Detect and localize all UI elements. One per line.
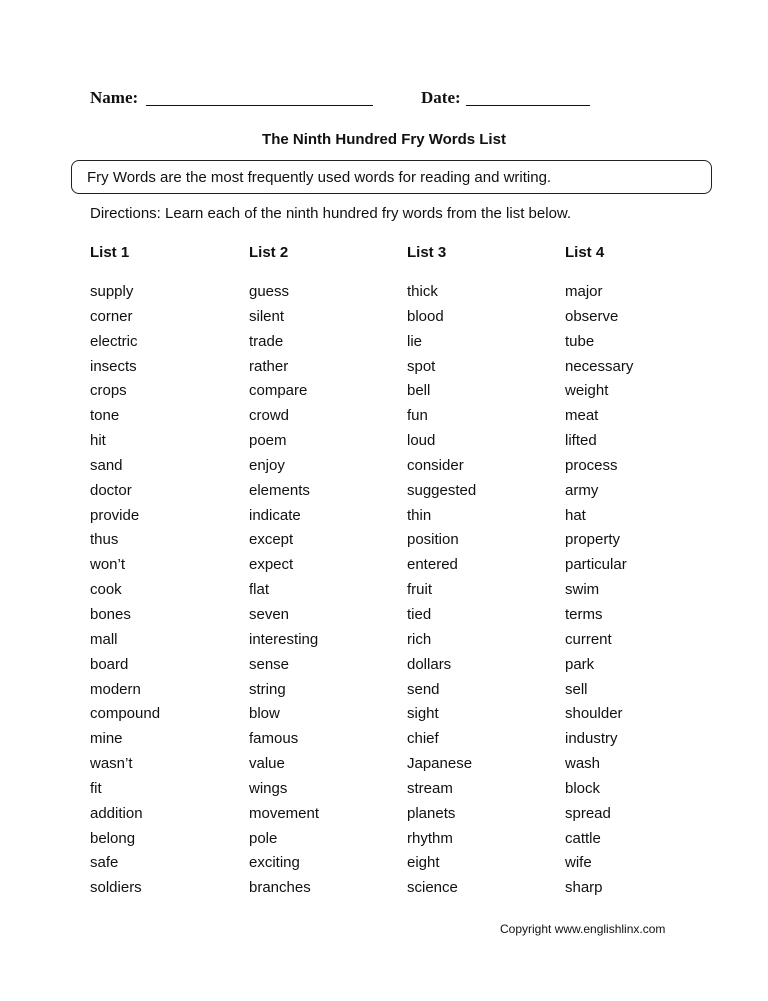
date-field-line[interactable] [466, 105, 590, 106]
list-item: guess [249, 283, 290, 300]
list-item: cattle [565, 829, 601, 847]
date-label: Date: [421, 88, 461, 107]
list-item: fruit [407, 581, 433, 599]
list-item: blood [407, 307, 444, 325]
list-item: fun [407, 407, 428, 425]
list-item: pole [249, 829, 278, 847]
list-item: expect [249, 556, 294, 574]
list-item: tied [407, 605, 432, 623]
list-item: interesting [249, 630, 319, 648]
list-item: entered [407, 556, 458, 574]
list-item: process [565, 456, 618, 474]
list-item: rather [249, 357, 289, 375]
list-item: mine [90, 730, 123, 748]
list-item: thin [407, 506, 432, 524]
list-header: List 3 [407, 244, 447, 261]
list-item: loud [407, 432, 436, 450]
word-list-2 [249, 243, 319, 901]
list-item: Japanese [407, 755, 473, 773]
list-item: chief [407, 730, 439, 748]
word-list-1 [90, 243, 160, 901]
list-item: dollars [407, 655, 452, 673]
list-item: exciting [249, 854, 300, 872]
list-item: wash [565, 755, 601, 773]
list-item: wings [249, 779, 288, 797]
list-item: belong [90, 829, 136, 847]
word-list-3 [407, 243, 476, 901]
list-item: property [565, 531, 621, 549]
list-item: enjoy [249, 456, 285, 474]
list-item: branches [249, 879, 311, 897]
list-item: science [407, 879, 458, 897]
list-item: terms [565, 605, 603, 623]
list-item: flat [249, 581, 270, 599]
list-item: sight [407, 705, 439, 723]
list-item: poem [249, 432, 287, 450]
list-item: sand [90, 456, 123, 474]
list-item: position [407, 531, 459, 549]
list-item: won’t [90, 556, 126, 574]
list-item: major [565, 283, 603, 300]
list-header: List 2 [249, 244, 289, 261]
list-item: lifted [565, 432, 597, 450]
list-header: List 4 [565, 244, 605, 261]
list-item: army [565, 481, 599, 499]
list-item: seven [249, 605, 290, 623]
list-item: mall [90, 630, 118, 648]
list-item: bell [407, 382, 431, 400]
list-item: lie [407, 332, 423, 350]
list-item: wasn’t [90, 755, 133, 773]
list-item: cook [90, 581, 122, 599]
list-item: consider [407, 456, 464, 474]
name-field-line[interactable] [146, 105, 373, 106]
list-item: rich [407, 630, 432, 648]
list-header: List 1 [90, 244, 130, 261]
list-item: industry [565, 730, 618, 748]
list-item: observe [565, 307, 619, 325]
list-item: block [565, 779, 601, 797]
list-item: spot [407, 357, 436, 375]
list-item: rhythm [407, 829, 453, 847]
list-item: stream [407, 779, 453, 797]
page-title: The Ninth Hundred Fry Words List [262, 131, 506, 148]
list-item: elements [249, 481, 310, 499]
list-item: thus [90, 531, 119, 549]
list-item: compare [249, 382, 308, 400]
list-item: wife [565, 854, 592, 872]
info-box [71, 160, 712, 194]
list-item: necessary [565, 357, 634, 375]
list-item: sense [249, 655, 290, 673]
info-text: Fry Words are the most frequently used words for reading and writing. [87, 169, 552, 186]
list-item: hit [90, 432, 106, 450]
list-item: supply [90, 283, 134, 300]
list-item: provide [90, 506, 140, 524]
list-item: trade [249, 332, 284, 350]
list-item: send [407, 680, 440, 698]
list-item: particular [565, 556, 627, 574]
list-item: value [249, 755, 285, 773]
list-item: electric [90, 332, 138, 350]
list-item: silent [249, 307, 285, 325]
directions-text: Directions: Learn each of the ninth hundred fry words from the list below. [90, 205, 572, 222]
list-item: sell [565, 680, 588, 698]
list-item: tone [90, 407, 120, 425]
list-item: current [565, 630, 612, 648]
list-item: corner [90, 307, 133, 325]
list-item: crowd [249, 407, 290, 425]
list-item: except [249, 531, 294, 549]
list-item: board [90, 655, 129, 673]
list-item: thick [407, 283, 438, 300]
list-item: compound [90, 705, 161, 723]
list-item: crops [90, 382, 127, 400]
list-item: blow [249, 705, 280, 723]
list-item: soldiers [90, 879, 142, 897]
list-item: hat [565, 506, 586, 524]
list-item: string [249, 680, 286, 698]
list-item: safe [90, 854, 119, 872]
list-item: shoulder [565, 705, 623, 723]
list-item: bones [90, 605, 131, 623]
copyright-text: Copyright www.englishlinx.com [500, 922, 666, 936]
list-item: suggested [407, 481, 477, 499]
list-item: swim [565, 581, 600, 599]
list-item: sharp [565, 879, 603, 897]
list-item: indicate [249, 506, 301, 524]
list-item: fit [90, 779, 102, 797]
list-item: park [565, 655, 595, 673]
list-item: famous [249, 730, 299, 748]
list-item: planets [407, 804, 456, 822]
list-item: addition [90, 804, 143, 822]
list-item: meat [565, 407, 599, 425]
list-item: spread [565, 804, 611, 822]
list-item: modern [90, 680, 141, 698]
list-item: doctor [90, 481, 132, 499]
list-item: movement [249, 804, 320, 822]
list-item: tube [565, 332, 595, 350]
list-item: weight [565, 382, 609, 400]
list-item: insects [90, 357, 137, 375]
list-item: eight [407, 854, 440, 872]
word-list-4 [565, 243, 633, 901]
name-label: Name: [90, 88, 139, 107]
